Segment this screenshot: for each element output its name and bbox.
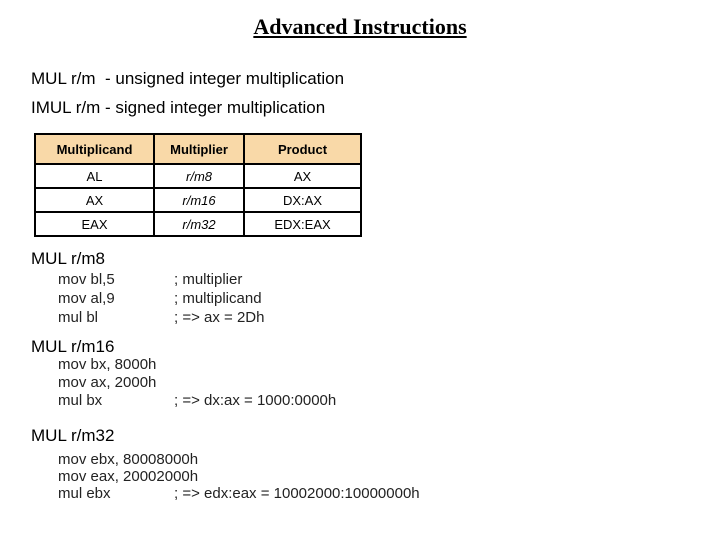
code-comment: ; => ax = 2Dh — [174, 309, 265, 326]
mul-operand-table — [34, 133, 362, 237]
cell: AL — [35, 164, 154, 188]
cell: AX — [244, 164, 361, 188]
header-multiplier: Multiplier — [154, 134, 244, 164]
header-multiplicand: Multiplicand — [35, 134, 154, 164]
cell: AX — [35, 188, 154, 212]
header-product: Product — [244, 134, 361, 164]
code-comment: ; multiplicand — [174, 290, 262, 307]
cell: EAX — [35, 212, 154, 236]
code-comment: ; => dx:ax = 1000:0000h — [174, 392, 337, 409]
code-comment: ; multiplier — [174, 271, 243, 288]
code-line: mov bx, 8000h — [58, 356, 157, 373]
table-row — [35, 164, 361, 188]
section-heading: MUL r/m16 — [31, 337, 115, 356]
code-comment: ; => edx:eax = 10002000:10000000h — [174, 485, 420, 502]
code-line: mul bx — [58, 392, 103, 409]
table-row — [35, 212, 361, 236]
table-header-row — [35, 134, 361, 164]
section-heading: MUL r/m8 — [31, 249, 105, 268]
section-heading: MUL r/m32 — [31, 426, 115, 445]
code-line: mov ebx, 80008000h — [58, 451, 199, 468]
code-line: mov al,9 — [58, 290, 115, 307]
code-line: mul ebx — [58, 485, 111, 502]
cell: r/m32 — [154, 212, 244, 236]
code-line: mov bl,5 — [58, 271, 115, 288]
cell: r/m8 — [154, 164, 244, 188]
code-line: mov eax, 20002000h — [58, 468, 199, 485]
imul-description: IMUL r/m - signed integer multiplication — [31, 98, 326, 117]
slide-title: Advanced Instructions — [253, 14, 467, 39]
mul-description: MUL r/m - unsigned integer multiplication — [31, 69, 345, 88]
cell: r/m16 — [154, 188, 244, 212]
table-row — [35, 188, 361, 212]
cell: EDX:EAX — [244, 212, 361, 236]
code-line: mov ax, 2000h — [58, 374, 157, 391]
code-line: mul bl — [58, 309, 99, 326]
cell: DX:AX — [244, 188, 361, 212]
